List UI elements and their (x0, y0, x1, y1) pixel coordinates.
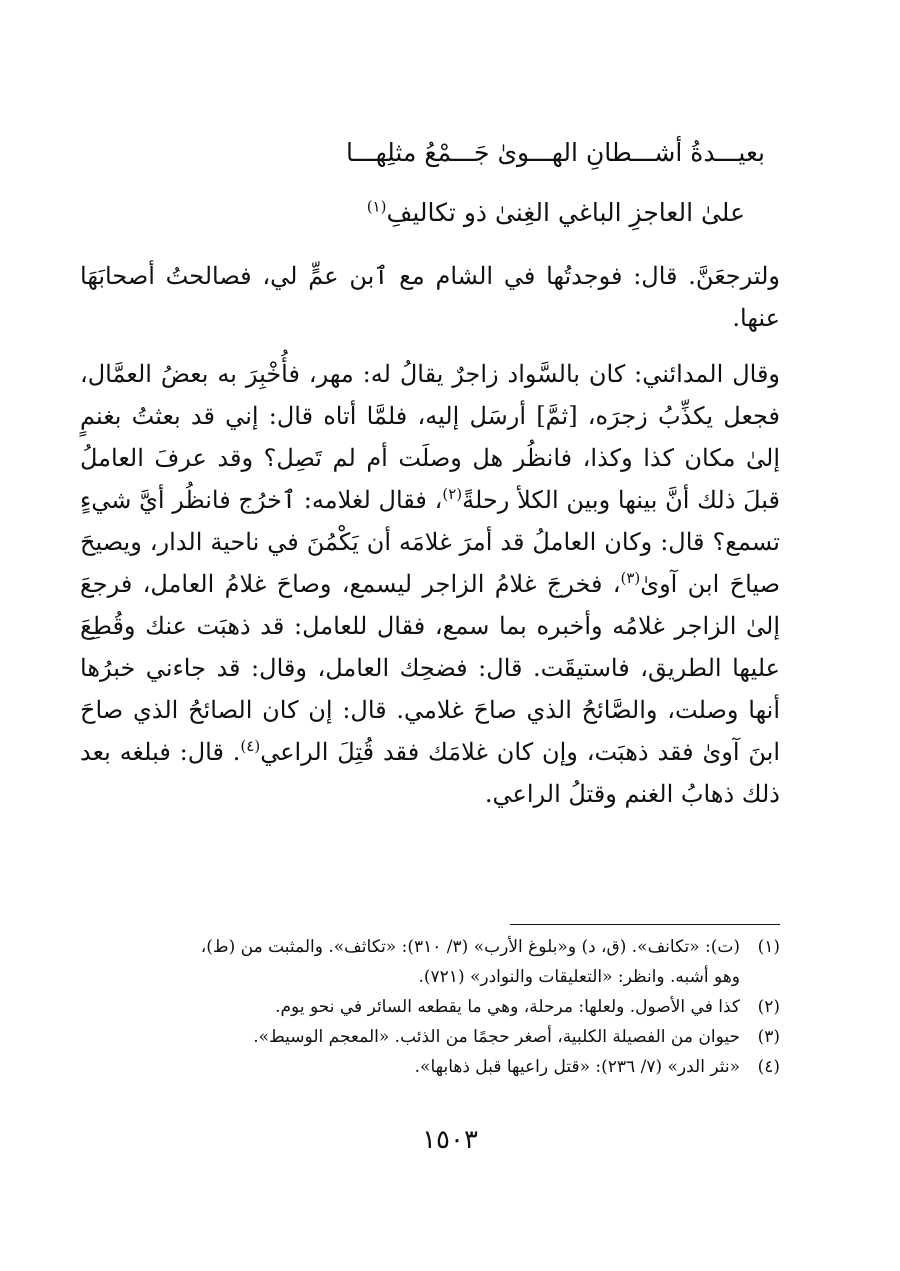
main-text (80, 255, 780, 815)
paragraph-text-continued: ، فخرجَ غلامُ الزاجر ليسمع، وصاحَ غلامُ العامل، فرجعَ إلىٰ الزاجر غلامُه وأخبره بما سمع، فقال للعامل: قد ذهبَت عنك وقُطِعَ عليها الطريق، فاستيقَت. قال: فضحِك العامل، وقال: قد جاءني خبرُها أنها وصلت، والصَّائحُ الذي صاحَ غلامي. قال: إن كان الصائحُ الذي صاحَ ابنَ آوىٰ فقد ذهبَت، وإن كان غلامَك فقد قُتِلَ الراعي (80, 570, 780, 766)
footnote-marker: (٣) (620, 569, 641, 587)
poetry-verse-first-hemistich (346, 135, 765, 171)
footnote-number: (٣) (757, 1027, 780, 1047)
footnote-text: «نثر الدر» (٧/ ٢٣٦): «قتل راعيها قبل ذهابها». (414, 1057, 740, 1077)
footnote-marker: (١) (366, 197, 387, 216)
footnote-item (75, 1022, 780, 1052)
footnote-text: حيوان من الفصيلة الكلبية، أصغر حجمًا من الذئب. «المعجم الوسيط». (253, 1027, 740, 1047)
paragraph-text: ولترجعَنَّ. قال: فوجدتُها في الشام مع ٱبن عمٍّ لي، فصالحتُ أصحابَهَا عنها. (80, 262, 780, 332)
footnote-text: وهو أشبه. وانظر: «التعليقات والنوادر» (٧٢١). (418, 967, 740, 987)
paragraph-text: وقال المدائني: كان بالسَّواد زاجرٌ يقالُ له: مهر، فأُخْبِرَ به بعضُ العمَّال، فجعل يكذِّبُ زجرَه، [ثمَّ] أرسَل إليه، فلمَّا أتاه قال: إني قد بعثتُ بغنمٍ إلىٰ مكان كذا وكذا، فانظُر هل وصلَت أم لم تَصِل؟ وقد عرفَ العاملُ قبلَ ذلك أنَّ بينها وبين الكلأ رحلةً (80, 360, 781, 514)
footnote-number: (١) (757, 937, 780, 957)
paragraph-text-continued: . قال: فبلغه بعد ذلك ذهابُ الغنم وقتلُ الراعي. (80, 738, 780, 808)
footnote-number: (٢) (757, 997, 780, 1017)
footnote-number: (٤) (757, 1057, 780, 1077)
footnote-item (75, 992, 780, 1022)
footnote-item (75, 1052, 780, 1082)
footnote-continuation (75, 962, 780, 992)
paragraph (80, 353, 780, 815)
footnote-marker: (٢) (442, 485, 463, 503)
footnote-separator (510, 924, 780, 925)
verse-text: علىٰ العاجزِ الباغي الغِنىٰ ذو تكاليفِ (386, 198, 745, 227)
footnote-text: (ت): «تكانف». (ق، د) و«بلوغ الأرب» (٣/ ٣١٠): «تكاثف». والمثبت من (ط)، (200, 937, 740, 957)
paragraph (80, 255, 780, 339)
poetry-verse-second-hemistich (367, 195, 745, 231)
footnotes (75, 932, 780, 1082)
footnote-text: كذا في الأصول. ولعلها: مرحلة، وهي ما يقطعه السائر في نحو يوم. (275, 997, 740, 1017)
footnote-item (75, 932, 780, 962)
paragraph-text-continued: ، فقال لغلامه: ٱخرُج فانظُر أيَّ شيءٍ تسمع؟ قال: وكان العاملُ قد أمرَ غلامَه أن يَكْمُنَ في ناحية الدار، ويصيحَ صياحَ ابن آوىٰ (80, 486, 780, 598)
page-number: ١٥٠٣ (422, 1125, 478, 1155)
verse-text: بعيـــدةُ أشـــطانِ الهـــوىٰ جَـــمْعُ مثلِهـــا (346, 138, 765, 167)
footnote-marker: (٤) (240, 737, 261, 755)
